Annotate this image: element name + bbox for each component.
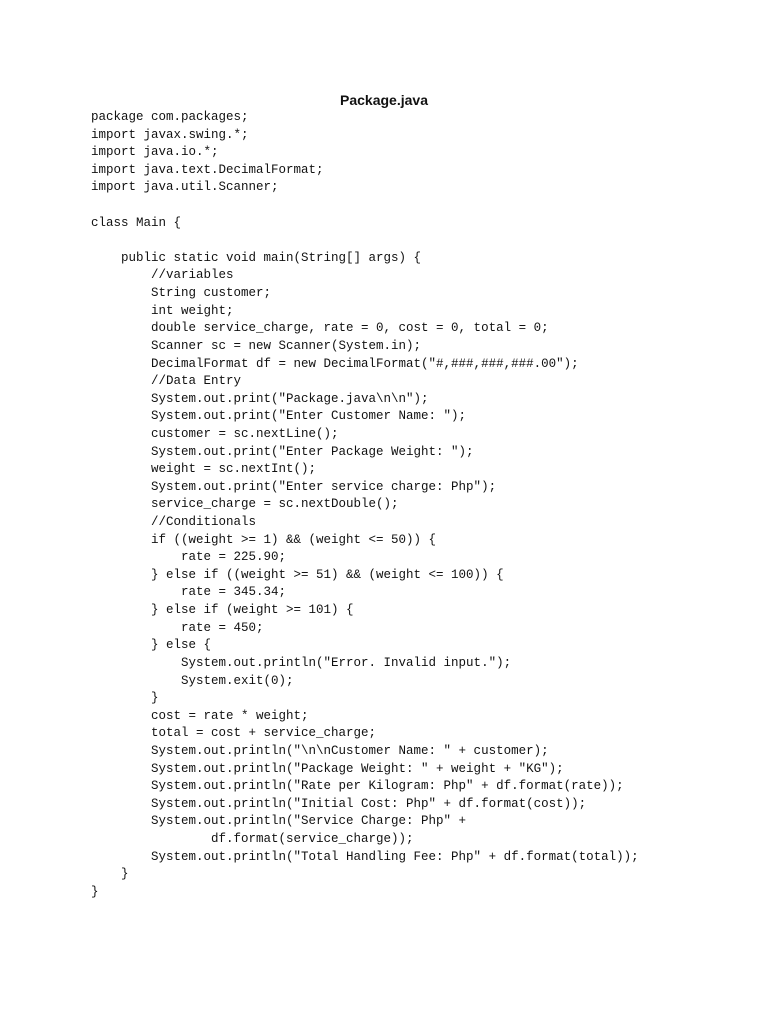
code-line xyxy=(91,197,639,215)
code-line: System.out.println("Service Charge: Php" + xyxy=(91,814,467,829)
code-line: import java.text.DecimalFormat; xyxy=(91,162,324,177)
code-line: } else { xyxy=(91,638,212,653)
code-line: Scanner sc = new Scanner(System.in); xyxy=(91,338,422,353)
code-line xyxy=(91,232,639,250)
code-line: System.exit(0); xyxy=(91,673,294,688)
code-line: package com.packages; xyxy=(91,110,249,124)
code-line: cost = rate * weight; xyxy=(91,708,309,723)
code-line: System.out.println("Rate per Kilogram: Php" + df.format(rate)); xyxy=(91,779,624,794)
code-line: System.out.println("\n\nCustomer Name: " + customer); xyxy=(91,743,549,758)
document-title: Package.java xyxy=(340,92,428,108)
code-line: System.out.print("Enter service charge: Php"); xyxy=(91,479,497,494)
code-line: int weight; xyxy=(91,303,234,318)
code-line: total = cost + service_charge; xyxy=(91,726,377,741)
code-line: import javax.swing.*; xyxy=(91,127,249,142)
code-line: rate = 225.90; xyxy=(91,550,287,565)
code-line: service_charge = sc.nextDouble(); xyxy=(91,497,399,512)
code-line: } else if (weight >= 101) { xyxy=(91,603,354,618)
code-line: if ((weight >= 1) && (weight <= 50)) { xyxy=(91,532,437,547)
code-line: } xyxy=(91,867,129,882)
code-line: DecimalFormat df = new DecimalFormat("#,###,###,###.00"); xyxy=(91,356,579,371)
code-line: System.out.println("Initial Cost: Php" + df.format(cost)); xyxy=(91,796,587,811)
code-line: System.out.print("Package.java\n\n"); xyxy=(91,391,429,406)
code-line: import java.util.Scanner; xyxy=(91,180,279,195)
code-line: System.out.println("Total Handling Fee: Php" + df.format(total)); xyxy=(91,849,639,864)
code-line: import java.io.*; xyxy=(91,145,219,160)
code-line: } xyxy=(91,884,99,899)
code-line: } xyxy=(91,691,159,706)
code-line: rate = 345.34; xyxy=(91,585,287,600)
code-line: //Conditionals xyxy=(91,515,257,530)
code-line: class Main { xyxy=(91,215,182,230)
code-line: double service_charge, rate = 0, cost = 0, total = 0; xyxy=(91,321,549,336)
code-line: String customer; xyxy=(91,286,272,301)
code-line: df.format(service_charge)); xyxy=(91,831,414,846)
code-line: weight = sc.nextInt(); xyxy=(91,462,317,477)
code-line: //variables xyxy=(91,268,234,283)
code-line: System.out.println("Error. Invalid input."); xyxy=(91,655,512,670)
code-line: System.out.print("Enter Customer Name: "); xyxy=(91,409,467,424)
code-listing xyxy=(91,109,639,901)
code-line: public static void main(String[] args) { xyxy=(91,250,422,265)
code-line: //Data Entry xyxy=(91,374,242,389)
code-line: System.out.print("Enter Package Weight: "); xyxy=(91,444,474,459)
code-line: customer = sc.nextLine(); xyxy=(91,426,339,441)
code-line: rate = 450; xyxy=(91,620,264,635)
code-line: System.out.println("Package Weight: " + weight + "KG"); xyxy=(91,761,564,776)
code-line: } else if ((weight >= 51) && (weight <= 100)) { xyxy=(91,567,504,582)
